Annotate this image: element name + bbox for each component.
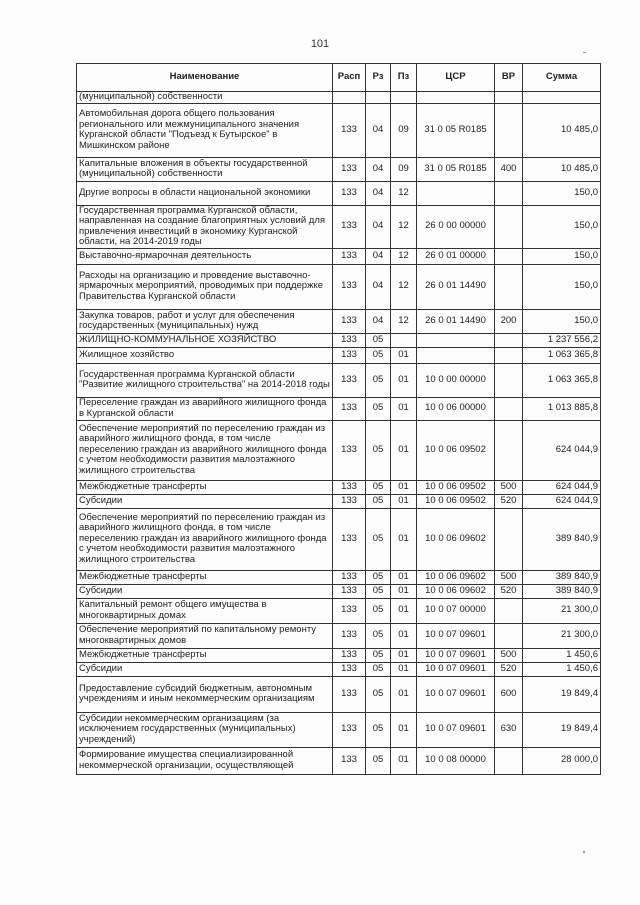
cell-csr <box>417 333 495 347</box>
cell-vr <box>495 248 523 264</box>
cell-csr: 31 0 05 R0185 <box>417 103 495 157</box>
cell-pz: 12 <box>391 181 417 205</box>
cell-csr: 10 0 06 09502 <box>417 494 495 508</box>
cell-name: Переселение граждан из аварийного жилищного фонда в Курганской области <box>77 397 333 420</box>
cell-sum <box>523 92 601 104</box>
cell-rz: 05 <box>366 584 391 598</box>
cell-csr: 10 0 07 09601 <box>417 623 495 648</box>
cell-vr: 500 <box>495 480 523 494</box>
cell-sum: 19 849,4 <box>523 676 601 712</box>
cell-name: Жилищное хозяйство <box>77 347 333 363</box>
cell-vr <box>495 92 523 104</box>
cell-rz: 05 <box>366 662 391 676</box>
cell-rasp: 133 <box>333 347 366 363</box>
cell-rz: 04 <box>366 205 391 248</box>
cell-vr: 520 <box>495 494 523 508</box>
cell-rz: 05 <box>366 747 391 774</box>
cell-name: Формирование имущества специализированной некоммерческой организации, осуществляющей <box>77 747 333 774</box>
cell-csr: 10 0 00 00000 <box>417 363 495 397</box>
cell-pz: 12 <box>391 248 417 264</box>
cell-csr: 10 0 06 09602 <box>417 584 495 598</box>
cell-rz: 05 <box>366 397 391 420</box>
cell-sum: 10 485,0 <box>523 157 601 181</box>
table-row <box>77 333 601 347</box>
cell-vr: 500 <box>495 570 523 584</box>
cell-rz: 04 <box>366 103 391 157</box>
cell-csr <box>417 347 495 363</box>
cell-rasp: 133 <box>333 248 366 264</box>
cell-name: Субсидии <box>77 584 333 598</box>
cell-rz: 04 <box>366 264 391 309</box>
cell-rasp: 133 <box>333 309 366 333</box>
cell-csr: 10 0 07 09601 <box>417 662 495 676</box>
cell-csr: 26 0 01 14490 <box>417 264 495 309</box>
column-header-sum: Сумма <box>523 64 601 92</box>
cell-name: Другие вопросы в области национальной экономики <box>77 181 333 205</box>
cell-sum: 150,0 <box>523 181 601 205</box>
column-header-name: Наименование <box>77 64 333 92</box>
cell-sum: 150,0 <box>523 264 601 309</box>
cell-rz: 05 <box>366 494 391 508</box>
cell-pz: 01 <box>391 584 417 598</box>
cell-csr: 26 0 00 00000 <box>417 205 495 248</box>
cell-name: Межбюджетные трансферты <box>77 648 333 662</box>
cell-pz: 01 <box>391 508 417 570</box>
table-row <box>77 508 601 570</box>
cell-sum: 1 450,6 <box>523 648 601 662</box>
cell-vr: 520 <box>495 584 523 598</box>
cell-pz: 09 <box>391 157 417 181</box>
cell-name: Субсидии некоммерческим организациям (за исключением государственных (муниципальных) учреждений) <box>77 712 333 747</box>
cell-rz: 04 <box>366 309 391 333</box>
cell-sum: 150,0 <box>523 205 601 248</box>
cell-name: Субсидии <box>77 494 333 508</box>
cell-vr <box>495 264 523 309</box>
cell-pz: 01 <box>391 623 417 648</box>
cell-rz: 05 <box>366 480 391 494</box>
cell-pz: 01 <box>391 676 417 712</box>
cell-rasp: 133 <box>333 648 366 662</box>
cell-vr <box>495 347 523 363</box>
cell-rz: 04 <box>366 157 391 181</box>
cell-sum: 624 044,9 <box>523 494 601 508</box>
cell-sum: 28 000,0 <box>523 747 601 774</box>
cell-csr: 10 0 06 00000 <box>417 397 495 420</box>
table-row <box>77 747 601 774</box>
cell-vr: 400 <box>495 157 523 181</box>
cell-name: Государственная программа Курганской области "Развитие жилищного строительства" на 2014-2018 годы <box>77 363 333 397</box>
column-header-vr: ВР <box>495 64 523 92</box>
cell-csr: 10 0 08 00000 <box>417 747 495 774</box>
table-row <box>77 205 601 248</box>
cell-vr <box>495 363 523 397</box>
table-row <box>77 309 601 333</box>
cell-pz: 09 <box>391 103 417 157</box>
table-row <box>77 712 601 747</box>
table-row <box>77 648 601 662</box>
cell-rz: 05 <box>366 508 391 570</box>
cell-rasp <box>333 92 366 104</box>
cell-rz: 05 <box>366 347 391 363</box>
cell-sum: 389 840,9 <box>523 570 601 584</box>
cell-vr: 500 <box>495 648 523 662</box>
cell-pz: 01 <box>391 420 417 480</box>
cell-name: Предоставление субсидий бюджетным, автономным учреждениям и иным некоммерческим организациям <box>77 676 333 712</box>
table-row <box>77 420 601 480</box>
column-header-csr: ЦСР <box>417 64 495 92</box>
cell-sum: 150,0 <box>523 248 601 264</box>
cell-name: Расходы на организацию и проведение выставочно-ярмарочных мероприятий, проводимых при поддержке Правительства Курганской области <box>77 264 333 309</box>
cell-name: Государственная программа Курганской области, направленная на создание благоприятных условий для привлечения инвестиций в экономику Курганской области, на 2014-2019 годы <box>77 205 333 248</box>
cell-vr: 600 <box>495 676 523 712</box>
cell-vr <box>495 397 523 420</box>
cell-csr: 10 0 06 09502 <box>417 420 495 480</box>
cell-sum: 19 849,4 <box>523 712 601 747</box>
table-header-row <box>77 64 601 92</box>
cell-sum: 389 840,9 <box>523 584 601 598</box>
cell-name: Выставочно-ярмарочная деятельность <box>77 248 333 264</box>
cell-rz: 05 <box>366 676 391 712</box>
page-number: 101 <box>310 38 330 50</box>
column-header-rz: Рз <box>366 64 391 92</box>
cell-csr: 10 0 06 09502 <box>417 480 495 494</box>
cell-sum: 21 300,0 <box>523 623 601 648</box>
cell-pz: 12 <box>391 205 417 248</box>
cell-name: (муниципальной) собственности <box>77 92 333 104</box>
table-row <box>77 584 601 598</box>
column-header-pz: Пз <box>391 64 417 92</box>
cell-vr: 630 <box>495 712 523 747</box>
cell-csr: 10 0 07 00000 <box>417 598 495 623</box>
table-row <box>77 598 601 623</box>
cell-pz: 01 <box>391 747 417 774</box>
cell-rasp: 133 <box>333 662 366 676</box>
cell-vr <box>495 181 523 205</box>
cell-sum: 150,0 <box>523 309 601 333</box>
cell-pz: 01 <box>391 494 417 508</box>
cell-csr <box>417 181 495 205</box>
cell-rasp: 133 <box>333 333 366 347</box>
cell-sum: 10 485,0 <box>523 103 601 157</box>
table-row <box>77 264 601 309</box>
cell-rasp: 133 <box>333 363 366 397</box>
cell-sum: 1 013 885,8 <box>523 397 601 420</box>
cell-sum: 21 300,0 <box>523 598 601 623</box>
cell-rasp: 133 <box>333 570 366 584</box>
cell-rz: 05 <box>366 623 391 648</box>
cell-pz: 01 <box>391 598 417 623</box>
cell-csr: 10 0 07 09601 <box>417 712 495 747</box>
cell-vr <box>495 333 523 347</box>
cell-pz: 12 <box>391 309 417 333</box>
cell-pz <box>391 92 417 104</box>
cell-name: Обеспечение мероприятий по переселению граждан из аварийного жилищного фонда, в том числе переселению граждан из аварийного жилищного фонда с учетом необходимости развития малоэтажного жилищного строительства <box>77 508 333 570</box>
cell-name: ЖИЛИЩНО-КОММУНАЛЬНОЕ ХОЗЯЙСТВО <box>77 333 333 347</box>
cell-pz <box>391 333 417 347</box>
cell-vr: 200 <box>495 309 523 333</box>
cell-rasp: 133 <box>333 103 366 157</box>
cell-pz: 01 <box>391 662 417 676</box>
cell-pz: 01 <box>391 648 417 662</box>
cell-rasp: 133 <box>333 264 366 309</box>
cell-pz: 01 <box>391 480 417 494</box>
cell-csr: 10 0 06 09602 <box>417 508 495 570</box>
cell-sum: 1 063 365,8 <box>523 347 601 363</box>
cell-name: Обеспечение мероприятий по капитальному ремонту многоквартирных домов <box>77 623 333 648</box>
cell-sum: 1 237 556,2 <box>523 333 601 347</box>
cell-rasp: 133 <box>333 623 366 648</box>
table-row <box>77 480 601 494</box>
table-row <box>77 92 601 104</box>
cell-rasp: 133 <box>333 584 366 598</box>
cell-vr <box>495 103 523 157</box>
cell-vr <box>495 508 523 570</box>
cell-rasp: 133 <box>333 747 366 774</box>
cell-sum: 389 840,9 <box>523 508 601 570</box>
scan-speck <box>583 52 586 53</box>
cell-vr: 520 <box>495 662 523 676</box>
table-body <box>77 92 601 775</box>
cell-csr: 10 0 07 09601 <box>417 648 495 662</box>
cell-sum: 624 044,9 <box>523 480 601 494</box>
table-row <box>77 570 601 584</box>
cell-rasp: 133 <box>333 205 366 248</box>
table-row <box>77 248 601 264</box>
cell-name: Автомобильная дорога общего пользования регионального или межмуниципального значения Курганской области "Подъезд к Бутырское" в Мишкинском районе <box>77 103 333 157</box>
cell-pz: 01 <box>391 397 417 420</box>
cell-vr <box>495 598 523 623</box>
table-row <box>77 181 601 205</box>
table-row <box>77 662 601 676</box>
cell-rasp: 133 <box>333 397 366 420</box>
cell-vr <box>495 623 523 648</box>
cell-name: Закупка товаров, работ и услуг для обеспечения государственных (муниципальных) нужд <box>77 309 333 333</box>
cell-name: Межбюджетные трансферты <box>77 480 333 494</box>
cell-rz: 05 <box>366 598 391 623</box>
cell-rz: 05 <box>366 712 391 747</box>
cell-csr: 31 0 05 R0185 <box>417 157 495 181</box>
cell-sum: 1 063 365,8 <box>523 363 601 397</box>
cell-pz: 01 <box>391 570 417 584</box>
cell-csr: 10 0 06 09602 <box>417 570 495 584</box>
scan-speck <box>583 851 585 853</box>
cell-rasp: 133 <box>333 480 366 494</box>
cell-csr: 26 0 01 00000 <box>417 248 495 264</box>
cell-rz: 05 <box>366 648 391 662</box>
cell-rz: 04 <box>366 248 391 264</box>
cell-rasp: 133 <box>333 508 366 570</box>
cell-rasp: 133 <box>333 181 366 205</box>
cell-sum: 624 044,9 <box>523 420 601 480</box>
table-row <box>77 103 601 157</box>
cell-rasp: 133 <box>333 157 366 181</box>
cell-name: Капитальный ремонт общего имущества в многоквартирных домах <box>77 598 333 623</box>
cell-name: Капитальные вложения в объекты государственной (муниципальной) собственности <box>77 157 333 181</box>
cell-sum: 1 450,6 <box>523 662 601 676</box>
cell-pz: 12 <box>391 264 417 309</box>
table-row <box>77 623 601 648</box>
cell-vr <box>495 420 523 480</box>
cell-pz: 01 <box>391 347 417 363</box>
table-row <box>77 494 601 508</box>
cell-rasp: 133 <box>333 494 366 508</box>
table-row <box>77 397 601 420</box>
column-header-rasp: Расп <box>333 64 366 92</box>
table-row <box>77 676 601 712</box>
table-row <box>77 347 601 363</box>
cell-name: Субсидии <box>77 662 333 676</box>
cell-rz: 05 <box>366 420 391 480</box>
cell-csr: 26 0 01 14490 <box>417 309 495 333</box>
cell-csr <box>417 92 495 104</box>
cell-rasp: 133 <box>333 420 366 480</box>
table-row <box>77 363 601 397</box>
cell-vr <box>495 205 523 248</box>
cell-rasp: 133 <box>333 712 366 747</box>
cell-pz: 01 <box>391 363 417 397</box>
cell-pz: 01 <box>391 712 417 747</box>
budget-table <box>76 63 601 775</box>
cell-vr <box>495 747 523 774</box>
cell-rz: 05 <box>366 333 391 347</box>
cell-rasp: 133 <box>333 676 366 712</box>
cell-rasp: 133 <box>333 598 366 623</box>
table-row <box>77 157 601 181</box>
cell-rz: 05 <box>366 363 391 397</box>
cell-rz <box>366 92 391 104</box>
cell-rz: 05 <box>366 570 391 584</box>
cell-csr: 10 0 07 09601 <box>417 676 495 712</box>
cell-rz: 04 <box>366 181 391 205</box>
cell-name: Межбюджетные трансферты <box>77 570 333 584</box>
cell-name: Обеспечение мероприятий по переселению граждан из аварийного жилищного фонда, в том числе переселению граждан из аварийного жилищного фонда с учетом необходимости развития малоэтажного жилищного строительства <box>77 420 333 480</box>
